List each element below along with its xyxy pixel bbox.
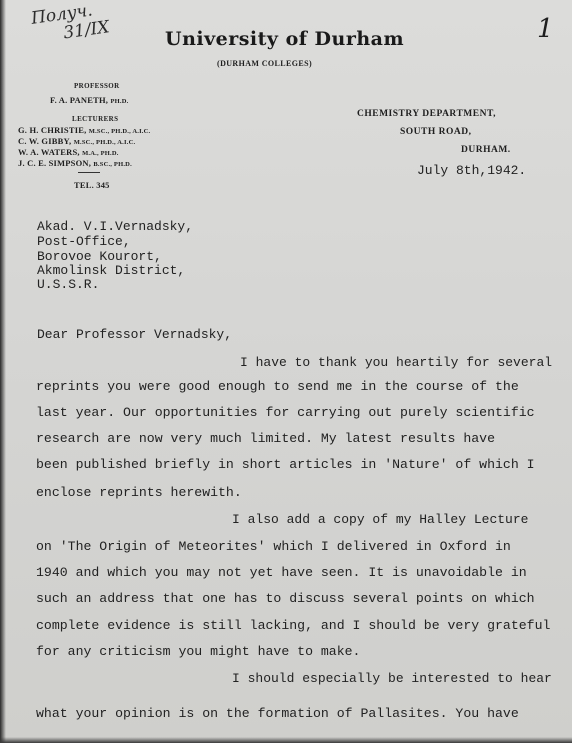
university-name: University of Durham (165, 28, 405, 50)
scan-edge-bottom (0, 737, 572, 743)
body-line: research are now very much limited. My latest results have (36, 431, 495, 446)
lecturer-degrees: M.A., PH.D. (82, 150, 119, 157)
handwritten-note-line-1: Получ. (29, 0, 94, 29)
body-line: for any criticism you might have to make. (36, 644, 361, 659)
body-line: reprints you were good enough to send me in the course of the (36, 379, 519, 394)
address-line: Akad. V.I.Vernadsky, (37, 219, 194, 234)
professor-heading: PROFESSOR (74, 82, 120, 90)
address-line: Akmolinsk District, (37, 263, 186, 278)
body-line: such an address that one has to discuss several points on which (36, 591, 535, 606)
professor-degree: PH.D. (110, 98, 129, 105)
lecturer-entry (18, 125, 150, 135)
handwritten-received-note (30, 0, 111, 48)
lecturer-entry (18, 136, 135, 146)
lecturer-degrees: M.SC., PH.D., A.I.C. (73, 139, 136, 146)
university-subtitle: (DURHAM COLLEGES) (217, 59, 313, 68)
salutation: Dear Professor Vernadsky, (37, 327, 233, 342)
letter-date: July 8th,1942. (417, 163, 527, 178)
lecturer-name: C. W. GIBBY, (18, 136, 72, 146)
scan-edge-left (0, 0, 6, 743)
body-line: I have to thank you heartily for several (240, 355, 553, 370)
department-line: SOUTH ROAD, (400, 127, 472, 137)
body-line: I also add a copy of my Halley Lecture (232, 512, 529, 527)
body-line: on 'The Origin of Meteorites' which I delivered in Oxford in (36, 539, 511, 554)
lecturers-heading: LECTURERS (72, 115, 119, 123)
letterhead-divider (78, 172, 100, 173)
body-line: been published briefly in short articles in 'Nature' of which I (36, 457, 535, 472)
lecturer-degrees: B.SC., PH.D. (93, 161, 132, 168)
address-line: U.S.S.R. (37, 277, 100, 292)
lecturer-name: J. C. E. SIMPSON, (18, 158, 92, 168)
lecturer-entry (18, 147, 119, 157)
address-line: Post-Office, (37, 234, 131, 249)
lecturer-degrees: M.SC., PH.D., A.I.C. (88, 128, 151, 135)
handwritten-note-line-2: 31/IX (62, 17, 111, 44)
professor-entry (50, 95, 128, 105)
department-line: DURHAM. (461, 145, 511, 155)
department-line: CHEMISTRY DEPARTMENT, (357, 109, 496, 119)
handwritten-page-number: 1 (537, 14, 554, 44)
professor-name: F. A. PANETH, (50, 95, 109, 105)
lecturer-entry (18, 158, 132, 168)
body-line: 1940 and which you may not yet have seen. It is unavoidable in (36, 565, 527, 580)
telephone-number: TEL. 345 (74, 180, 110, 190)
body-line: what your opinion is on the formation of Pallasites. You have (36, 706, 519, 721)
body-line: last year. Our opportunities for carrying out purely scientific (36, 405, 535, 420)
body-line: enclose reprints herewith. (36, 485, 242, 500)
body-line: I should especially be interested to hear (232, 671, 552, 686)
address-line: Borovoe Kourort, (37, 249, 162, 264)
lecturer-name: W. A. WATERS, (18, 147, 80, 157)
lecturer-name: G. H. CHRISTIE, (18, 125, 87, 135)
body-line: complete evidence is still lacking, and I should be very grateful (36, 618, 551, 633)
